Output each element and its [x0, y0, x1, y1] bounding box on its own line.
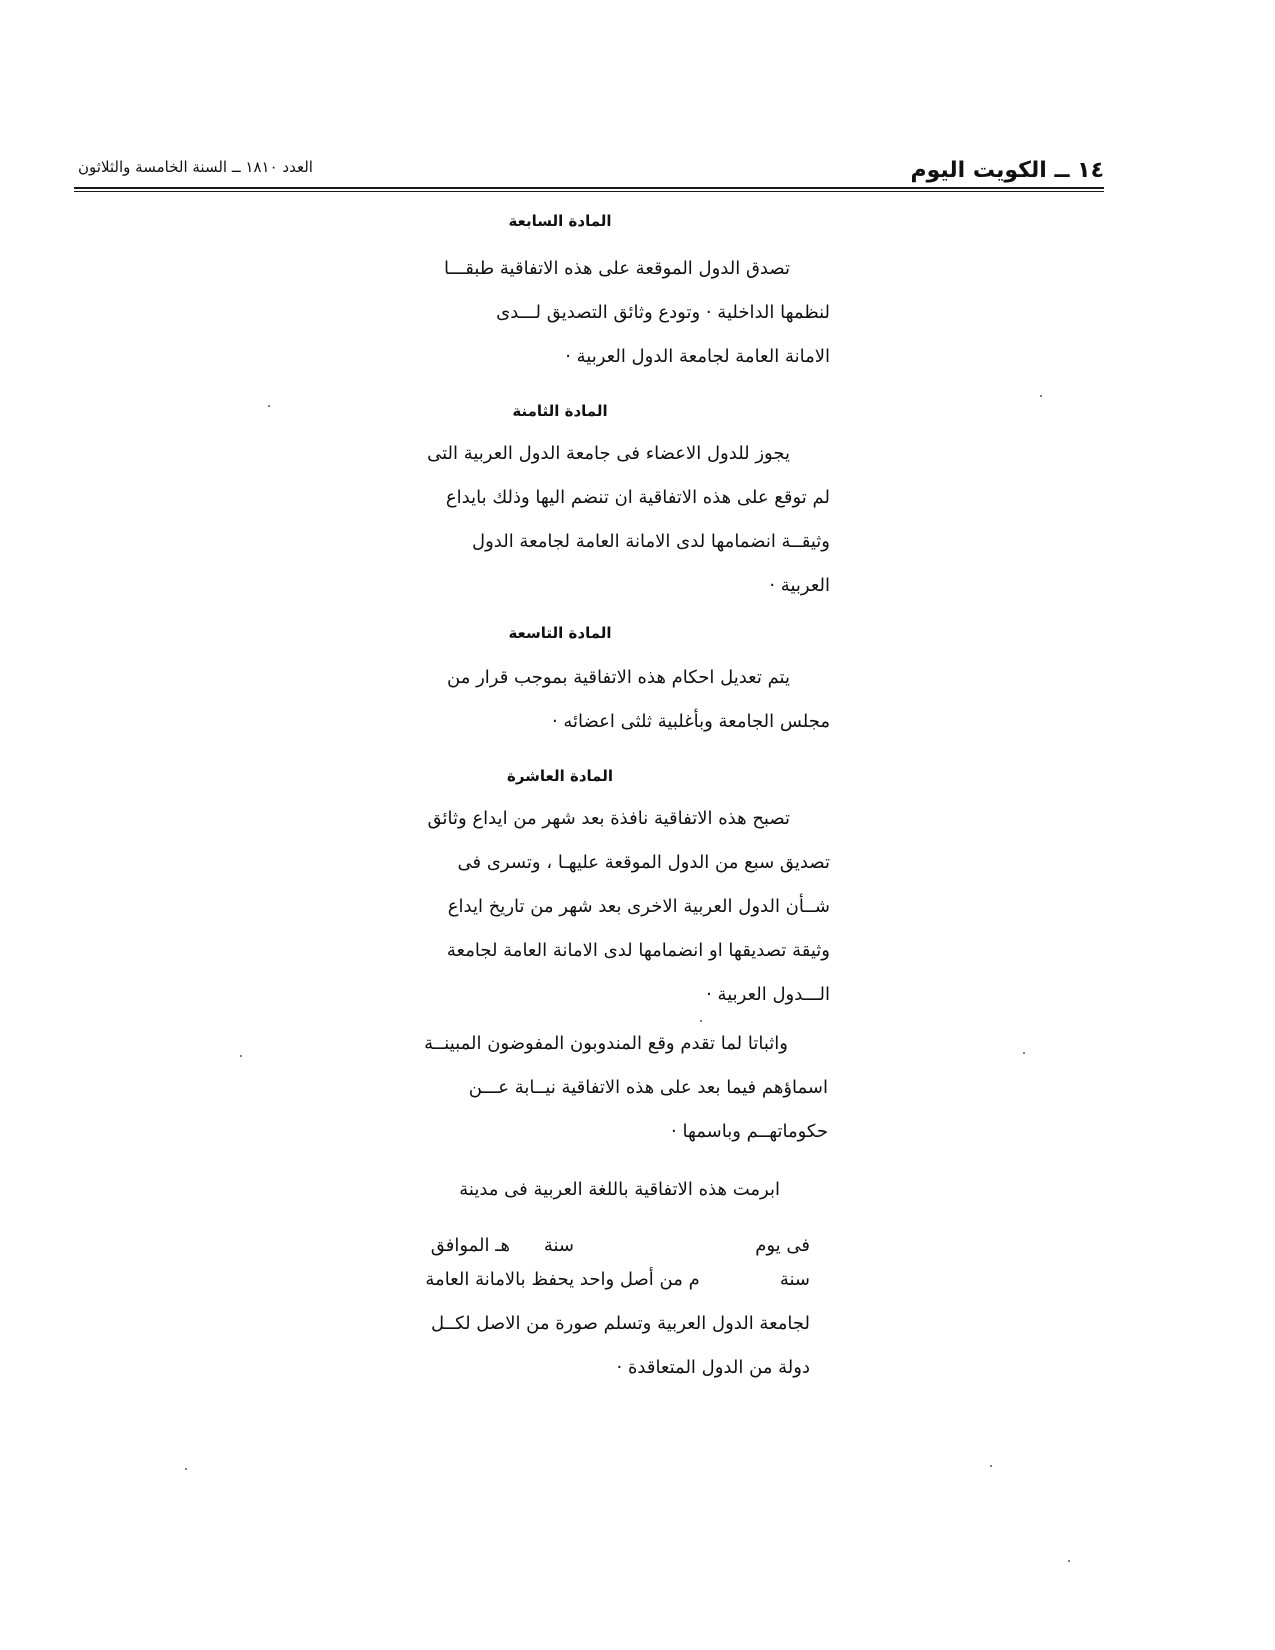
text-line: واثباتا لما تقدم وقع المندوبون المفوضون المبينــة — [424, 1033, 788, 1054]
issue-info: العدد ١٨١٠ ــ السنة الخامسة والثلاثون — [78, 158, 313, 176]
signing-intro: ابرمت هذه الاتفاقية باللغة العربية فى مدينة — [459, 1179, 780, 1200]
text-line: تصدق الدول الموقعة على هذه الاتفاقية طبقـــا — [444, 258, 790, 279]
page-title: ١٤ ــ الكويت اليوم — [910, 158, 1104, 183]
scan-speck — [240, 1055, 242, 1057]
page-header — [74, 150, 1104, 188]
text-line: وثيقة تصديقها او انضمامها لدى الامانة العامة لجامعة — [446, 940, 830, 961]
scan-speck — [990, 1465, 992, 1467]
text-line: لم توقع على هذه الاتفاقية ان تنضم اليها وذلك بايداع — [445, 487, 830, 508]
heading-article-7: المادة السابعة — [508, 212, 612, 230]
text-line: الـــدول العربية · — [706, 984, 830, 1005]
heading-article-9: المادة التاسعة — [508, 624, 612, 642]
h-corresponding-label: هـ الموافق — [430, 1235, 510, 1256]
heading-article-10: المادة العاشرة — [506, 767, 614, 785]
header-rule-thin — [74, 191, 1104, 192]
scan-speck — [1023, 1052, 1025, 1054]
text-line: تصبح هذه الاتفاقية نافذة بعد شهر من ايداع وثائق — [427, 808, 790, 829]
scan-speck — [1068, 1560, 1070, 1562]
text-line: الامانة العامة لجامعة الدول العربية · — [565, 346, 830, 367]
text-line: العربية · — [769, 575, 830, 596]
text-line: لنظمها الداخلية · وتودع وثائق التصديق لـــدى — [496, 302, 830, 323]
text-line: اسماؤهم فيما بعد على هذه الاتفاقية نيــابة عـــن — [468, 1077, 828, 1098]
text-line: سنة م من أصل واحد يحفظ بالامانة العامة — [425, 1269, 810, 1290]
header-rule — [74, 187, 1104, 189]
text-line: تصديق سبع من الدول الموقعة عليهـا ، وتسرى فى — [457, 852, 830, 873]
text-line: حكوماتهــم وباسمها · — [671, 1121, 828, 1142]
text-line: دولة من الدول المتعاقدة · — [616, 1357, 810, 1378]
text-line: مجلس الجامعة وبأغلبية ثلثى اعضائه · — [551, 711, 830, 732]
article-7-text — [322, 247, 830, 379]
scan-speck — [700, 1020, 702, 1022]
article-8-text — [322, 432, 830, 608]
scan-speck — [1040, 395, 1042, 397]
text-line: شــأن الدول العربية الاخرى بعد شهر من تاريخ ايداع — [447, 896, 830, 917]
year-h-label: سنة — [543, 1235, 574, 1256]
scan-speck — [268, 405, 270, 407]
witness-text — [318, 1022, 828, 1154]
day-label: فى يوم — [755, 1235, 810, 1256]
article-9-text — [322, 656, 830, 744]
text-line: لجامعة الدول العربية وتسلم صورة من الاصل لكــل — [430, 1313, 810, 1334]
text-line: وثيقــة انضمامها لدى الامانة العامة لجامعة الدول — [472, 531, 830, 552]
heading-article-8: المادة الثامنة — [512, 402, 608, 420]
scan-speck — [185, 1468, 187, 1470]
text-line: يجوز للدول الاعضاء فى جامعة الدول العربية التى — [427, 443, 790, 464]
signing-text — [310, 1258, 810, 1390]
text-line: يتم تعديل احكام هذه الاتفاقية بموجب قرار من — [447, 667, 790, 688]
article-10-text — [322, 797, 830, 1017]
